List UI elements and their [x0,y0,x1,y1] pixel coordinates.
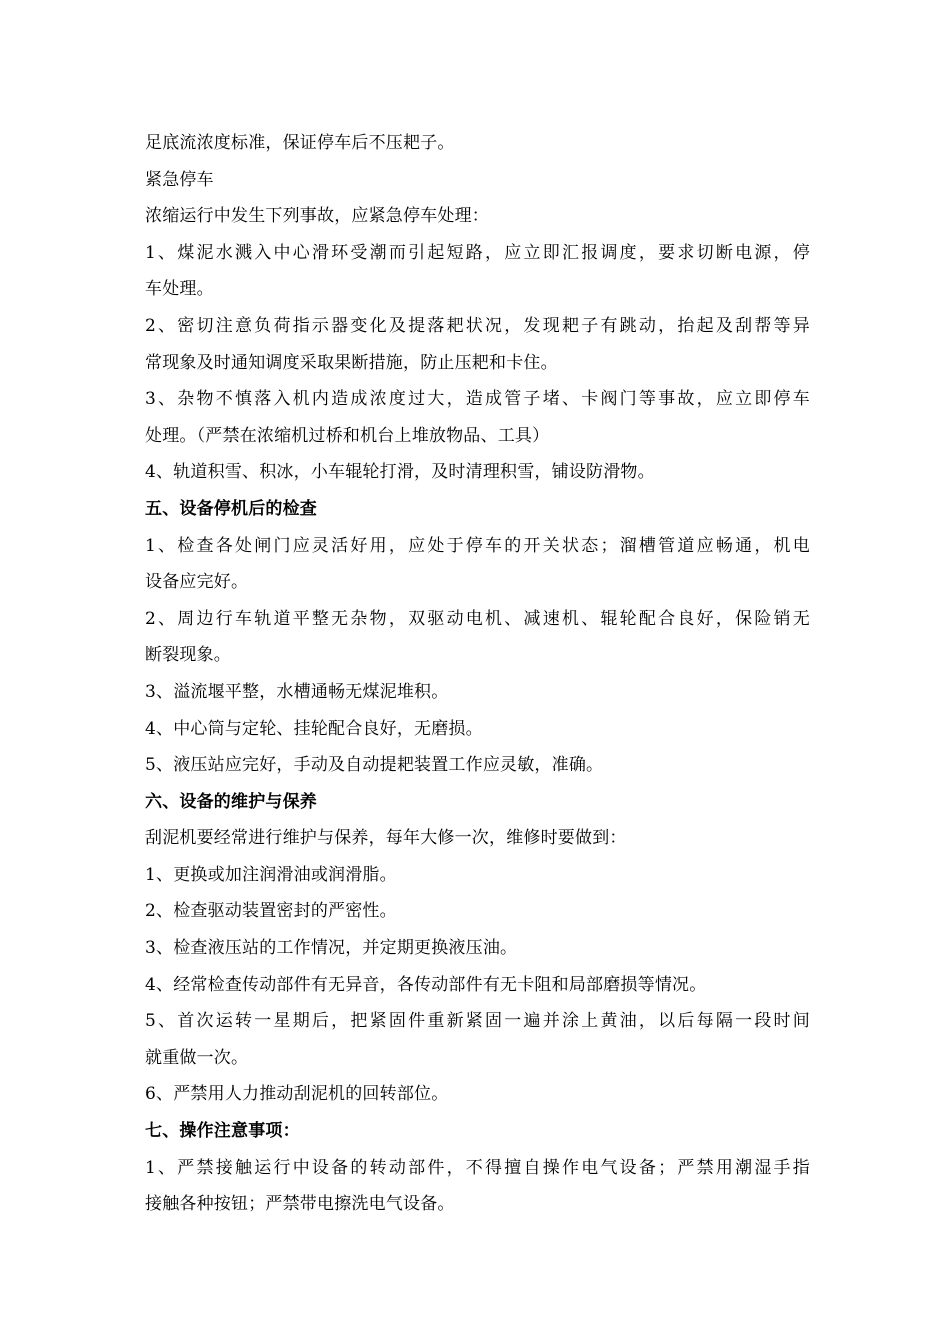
paragraph-line: 足底流浓度标准，保证停车后不压耙子。 [145,133,455,153]
list-item-line: 常现象及时通知调度采取果断措施，防止压耙和卡住。 [145,352,558,373]
document-page [145,125,810,1223]
section-heading-6: 六、设备的维护与保养 [145,791,317,812]
list-item-line: 设备应完好。 [145,572,249,593]
list-item-line: 断裂现象。 [145,645,231,666]
list-item-line: 接触各种按钮；严禁带电擦洗电气设备。 [145,1194,455,1215]
list-item-line: 2、密切注意负荷指示器变化及提落耙状况，发现耙子有跳动，抬起及刮帮等异 [145,315,810,336]
section-heading-5: 五、设备停机后的检查 [145,498,317,519]
list-item-line: 4、中心筒与定轮、挂轮配合良好，无磨损。 [145,718,483,739]
list-item-line: 车处理。 [145,279,214,300]
list-item-line: 6、严禁用人力推动刮泥机的回转部位。 [145,1084,449,1105]
list-item-line: 1、检查各处闸门应灵活好用，应处于停车的开关状态；溜槽管道应畅通，机电 [145,535,810,556]
list-item-line: 5、首次运转一星期后，把紧固件重新紧固一遍并涂上黄油，以后每隔一段时间 [145,1011,810,1032]
paragraph-line: 刮泥机要经常进行维护与保养，每年大修一次，维修时要做到： [145,828,627,849]
list-item-line: 处理。（严禁在浓缩机过桥和机台上堆放物品、工具） [145,425,550,446]
list-item-line: 2、周边行车轨道平整无杂物，双驱动电机、减速机、辊轮配合良好，保险销无 [145,608,810,629]
list-item-line: 3、检查液压站的工作情况，并定期更换液压油。 [145,938,518,959]
list-item-line: 1、严禁接触运行中设备的转动部件，不得擅自操作电气设备；严禁用潮湿手指 [145,1157,810,1178]
list-item-line: 1、煤泥水溅入中心滑环受潮而引起短路，应立即汇报调度，要求切断电源，停 [145,242,810,263]
section-heading-7: 七、操作注意事项： [145,1121,300,1142]
list-item-line: 就重做一次。 [145,1047,249,1068]
list-item-line: 4、轨道积雪、积冰，小车辊轮打滑，及时清理积雪，铺设防滑物。 [145,462,655,483]
list-item-line: 1、更换或加注润滑油或润滑脂。 [145,864,397,885]
list-item-line: 3、溢流堰平整，水槽通畅无煤泥堆积。 [145,681,449,702]
list-item-line: 4、经常检查传动部件有无异音，各传动部件有无卡阻和局部磨损等情况。 [145,974,707,995]
list-item-line: 2、检查驱动装置密封的严密性。 [145,901,397,922]
list-item-line: 5、液压站应完好，手动及自动提耙装置工作应灵敏，准确。 [145,755,604,776]
list-item-line: 3、杂物不慎落入机内造成浓度过大，造成管子堵、卡阀门等事故，应立即停车 [145,389,810,410]
paragraph-line: 浓缩运行中发生下列事故，应紧急停车处理： [145,206,489,227]
subheading-emergency-stop: 紧急停车 [145,169,214,190]
